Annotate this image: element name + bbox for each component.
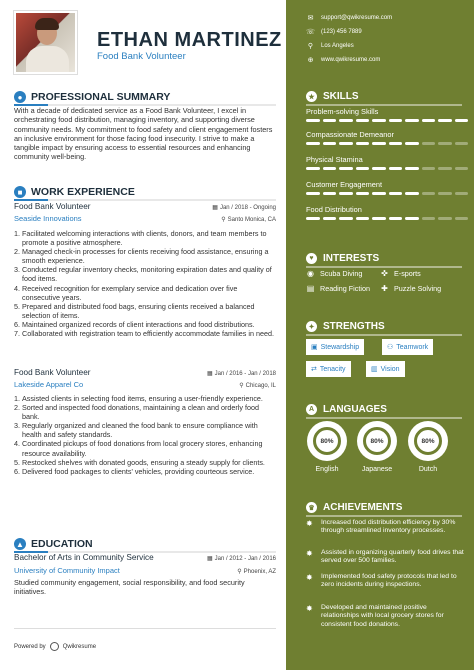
- job-title: Food Bank Volunteer: [14, 202, 91, 211]
- language-gauge: [408, 421, 448, 461]
- education-location-text: Phoenix, AZ: [243, 569, 276, 575]
- education-dates-text: Jan / 2012 - Jan / 2016: [214, 556, 276, 562]
- strength-tag: [382, 339, 433, 355]
- list-item: 5. Prepared and distributed food bags, ensuring clients received a balanced selection of items.: [14, 301, 255, 320]
- contact-email-text: support@qwikresume.com: [321, 15, 393, 21]
- skill-level-segment: [405, 217, 419, 220]
- list-item: 3. Regularly organized and cleaned the food bank to ensure compliance with health and safety standards.: [14, 421, 258, 440]
- strength-label: Tenacity: [319, 365, 346, 373]
- strengths-title: STRENGTHS: [323, 321, 385, 332]
- teamwork-icon: ⚇: [387, 344, 394, 351]
- location-pin-icon: ⚲: [307, 43, 314, 50]
- interest-item: [380, 284, 441, 293]
- skill-level-segment: [372, 217, 386, 220]
- location-pin-icon: ⚲: [221, 217, 226, 223]
- job-responsibilities: [14, 229, 276, 338]
- skill-name: Customer Engagement: [306, 180, 382, 189]
- location-pin-icon: ⚲: [239, 383, 244, 389]
- calendar-icon: ▦: [206, 371, 213, 377]
- globe-icon: ⊕: [307, 57, 314, 64]
- list-item: 3. Conducted regular inventory checks, monitoring expiration dates and quality of food items.: [14, 265, 272, 284]
- skill-level-segment: [339, 217, 353, 220]
- skill-level-segment: [372, 192, 386, 195]
- skill-level-segment: [405, 167, 419, 170]
- skill-level-segment: [356, 192, 370, 195]
- languages-icon: A: [306, 404, 317, 415]
- education-dates: [207, 555, 276, 562]
- skill-level-segment: [405, 192, 419, 195]
- tenacity-icon: ⇄: [311, 366, 317, 373]
- skill-level-segment: [455, 119, 469, 122]
- vision-icon: ▥: [371, 366, 378, 373]
- language-item: [307, 421, 347, 473]
- puzzle-icon: ✚: [381, 284, 388, 293]
- job-dates-text: Jan / 2018 - Ongoing: [219, 205, 276, 211]
- book-icon: ▤: [306, 284, 315, 293]
- briefcase-icon: ■: [14, 186, 26, 198]
- list-number: 6.: [14, 319, 20, 329]
- contact-website[interactable]: [306, 56, 380, 64]
- achievement-text: Assisted in organizing quarterly food drives that served over 500 families.: [321, 549, 464, 565]
- section-divider: [306, 266, 462, 268]
- skill-level-bar: [306, 119, 468, 122]
- job-dates-text: Jan / 2016 - Jan / 2018: [214, 371, 276, 377]
- contact-location: [306, 42, 354, 50]
- calendar-icon: ▦: [206, 556, 213, 562]
- list-number: 2.: [14, 403, 20, 413]
- skill-level-segment: [422, 217, 436, 220]
- candidate-name: ETHAN MARTINEZ: [97, 29, 282, 51]
- contact-phone-text: (123) 456 7889: [321, 29, 362, 35]
- skills-heading: [306, 91, 359, 102]
- phone-icon: ☏: [306, 29, 315, 36]
- skill-level-segment: [323, 217, 337, 220]
- skill-level-segment: [405, 119, 419, 122]
- education-heading: [14, 538, 93, 550]
- strength-label: Vision: [380, 365, 400, 373]
- list-item: 5. Restocked shelves with donated goods, ensuring a steady supply for clients.: [14, 457, 265, 467]
- list-number: 3.: [14, 421, 20, 431]
- star-icon: ✸: [306, 549, 313, 558]
- skill-level-segment: [389, 167, 403, 170]
- contact-phone: [306, 28, 362, 36]
- section-divider: [306, 334, 462, 336]
- achievement-text: Increased food distribution efficiency by 30% through streamlined inventory processes.: [321, 519, 456, 535]
- skill-level-segment: [356, 119, 370, 122]
- achievement-item: [306, 519, 466, 536]
- contact-email[interactable]: [306, 14, 392, 22]
- job-org: Lakeside Apparel Co: [14, 380, 84, 389]
- brand-name: Qwikresume: [62, 643, 97, 650]
- skill-level-segment: [323, 192, 337, 195]
- skill-level-segment: [455, 217, 469, 220]
- job-location-text: Chicago, IL: [245, 383, 276, 389]
- language-name: English: [315, 466, 339, 473]
- strength-tag: [306, 361, 351, 377]
- achievement-item: [306, 604, 466, 629]
- strength-label: Stewardship: [320, 343, 360, 351]
- list-item: 1. Assisted clients in selecting food items, ensuring a user-friendly experience.: [14, 394, 263, 403]
- skill-level-segment: [339, 119, 353, 122]
- list-item: 2. Managed check-in processes for clients receiving food assistance, ensuring a smooth experience.: [14, 247, 269, 266]
- interests-heading: [306, 253, 379, 264]
- envelope-icon: ✉: [307, 15, 314, 22]
- candidate-role: Food Bank Volunteer: [97, 51, 186, 62]
- skill-level-bar: [306, 167, 468, 170]
- gamepad-icon: ✜: [381, 269, 388, 278]
- graduation-cap-icon: ▲: [14, 538, 26, 550]
- language-name: Japanese: [361, 466, 393, 473]
- skill-level-segment: [306, 217, 320, 220]
- interest-item: [380, 269, 421, 278]
- skill-level-segment: [372, 142, 386, 145]
- skill-level-segment: [306, 119, 320, 122]
- achievement-text: Developed and maintained positive relationships with local grocery stores for consistent food donations.: [321, 604, 444, 628]
- list-item: 4. Coordinated pickups of food donations from local grocery stores, enhancing resource availability.: [14, 439, 263, 458]
- language-percent: 80%: [313, 427, 341, 455]
- skill-level-segment: [323, 142, 337, 145]
- experience-heading: [14, 186, 135, 198]
- language-name: Dutch: [418, 466, 438, 473]
- skill-level-segment: [438, 119, 452, 122]
- skill-level-segment: [438, 142, 452, 145]
- skill-level-segment: [455, 167, 469, 170]
- skill-level-bar: [306, 142, 468, 145]
- location-pin-icon: ⚲: [237, 569, 242, 575]
- skill-level-segment: [356, 167, 370, 170]
- skill-level-segment: [438, 192, 452, 195]
- skill-level-segment: [306, 142, 320, 145]
- achievement-item: [306, 573, 466, 590]
- interest-label: Puzzle Solving: [394, 284, 442, 293]
- list-item: 1. Facilitated welcoming interactions with clients, donors, and team members to promote a positive atmosphere.: [14, 229, 267, 248]
- job-dates: [207, 370, 276, 377]
- language-item: [408, 421, 448, 473]
- skill-level-segment: [306, 167, 320, 170]
- skill-level-segment: [372, 167, 386, 170]
- list-number: 7.: [14, 329, 20, 339]
- list-number: 4.: [14, 283, 20, 293]
- skill-name: Physical Stamina: [306, 155, 363, 164]
- education-location: [237, 568, 276, 575]
- skill-level-segment: [422, 167, 436, 170]
- education-text: Studied community engagement, social responsibility, and food security initiatives.: [14, 578, 245, 597]
- qwikresume-logo-icon: [50, 642, 59, 651]
- skill-level-segment: [389, 217, 403, 220]
- list-item: 7. Collaborated with registration team to efficiently accommodate families in need.: [14, 329, 274, 339]
- section-divider: [306, 417, 462, 419]
- interest-item: [306, 269, 362, 278]
- job-location: [239, 382, 276, 389]
- section-divider: [306, 104, 462, 106]
- skill-level-segment: [372, 119, 386, 122]
- skill-level-segment: [422, 142, 436, 145]
- strength-label: Teamwork: [396, 343, 429, 351]
- stewardship-icon: ▣: [311, 344, 318, 351]
- section-divider: [14, 199, 276, 201]
- summary-text: With a decade of dedicated service as a Food Bank Volunteer, I excel in orchestrating food distribution, managing inventory, and supporting diverse community needs. My commitment to food safety and client engagement fosters an inclusive environment for those facing food insecurity. I strive to make a tangible impact by ensuring access to essential resources and enhancing community well-being.: [14, 106, 273, 162]
- list-item: 4. Received recognition for exemplary service and dedication over five consecutive years.: [14, 283, 238, 302]
- language-item: [357, 421, 397, 473]
- education-title: EDUCATION: [31, 538, 93, 550]
- person-icon: ●: [14, 91, 26, 103]
- list-number: 4.: [14, 439, 20, 449]
- list-number: 3.: [14, 265, 20, 275]
- skill-level-segment: [389, 192, 403, 195]
- language-gauge: [357, 421, 397, 461]
- job-title: Food Bank Volunteer: [14, 368, 91, 377]
- contact-website-text: www.qwikresume.com: [321, 57, 381, 63]
- skill-level-segment: [306, 192, 320, 195]
- job-location-text: Santo Monica, CA: [227, 217, 276, 223]
- list-number: 5.: [14, 457, 20, 467]
- list-item: 2. Sorted and inspected food donations, maintaining a clean and orderly food bank.: [14, 403, 259, 422]
- powered-by: [14, 642, 96, 651]
- list-item: 6. Maintained organized records of client interactions and food distributions.: [14, 319, 255, 329]
- calendar-icon: ▦: [212, 205, 218, 211]
- interest-label: Reading Fiction: [320, 284, 370, 293]
- skill-level-segment: [323, 119, 337, 122]
- interests-icon: ♥: [306, 253, 317, 264]
- achievement-text: Implemented food safety protocols that led to zero incidents during inspections.: [321, 573, 457, 589]
- language-percent: 80%: [414, 427, 442, 455]
- skill-level-segment: [455, 192, 469, 195]
- profile-photo: [14, 11, 77, 74]
- interest-label: Scuba Diving: [320, 269, 363, 278]
- interest-item: [306, 284, 370, 293]
- trophy-icon: ♛: [306, 502, 317, 513]
- section-divider: [306, 515, 462, 517]
- skill-level-segment: [339, 192, 353, 195]
- strength-tag: [306, 339, 364, 355]
- skill-level-segment: [405, 142, 419, 145]
- interests-title: INTERESTS: [323, 253, 380, 264]
- achievements-title: ACHIEVEMENTS: [323, 502, 403, 513]
- job-dates: [212, 204, 276, 211]
- language-gauge: [307, 421, 347, 461]
- list-number: 1.: [14, 229, 20, 238]
- skill-level-bar: [306, 217, 468, 220]
- skill-level-segment: [455, 142, 469, 145]
- skill-level-segment: [389, 119, 403, 122]
- skills-title: SKILLS: [323, 91, 359, 102]
- skill-level-segment: [323, 167, 337, 170]
- sidebar: [286, 0, 474, 670]
- skill-level-segment: [339, 142, 353, 145]
- skill-level-segment: [422, 119, 436, 122]
- job-org: Seaside Innovations: [14, 214, 82, 223]
- summary-title: PROFESSIONAL SUMMARY: [31, 91, 171, 103]
- list-number: 2.: [14, 247, 20, 257]
- list-number: 5.: [14, 301, 20, 311]
- language-percent: 80%: [363, 427, 391, 455]
- summary-heading: [14, 91, 170, 103]
- footer-divider: [14, 628, 276, 629]
- star-icon: ✸: [306, 519, 313, 528]
- skill-name: Problem-solving Skills: [306, 107, 379, 116]
- skill-level-segment: [422, 192, 436, 195]
- school-name: University of Community Impact: [14, 566, 120, 575]
- job-location: [221, 216, 276, 223]
- strengths-icon: ✦: [306, 321, 317, 332]
- powered-label: Powered by: [14, 643, 46, 650]
- skill-level-segment: [356, 142, 370, 145]
- achievement-item: [306, 549, 466, 566]
- achievements-heading: [306, 502, 402, 513]
- languages-title: LANGUAGES: [323, 404, 387, 415]
- list-number: 6.: [14, 466, 20, 476]
- list-number: 1.: [14, 394, 20, 403]
- skill-level-segment: [339, 167, 353, 170]
- experience-title: WORK EXPERIENCE: [31, 186, 135, 198]
- job-responsibilities: [14, 394, 276, 476]
- star-icon: ✸: [306, 604, 313, 613]
- skill-name: Compassionate Demeanor: [306, 130, 394, 139]
- skill-level-bar: [306, 192, 468, 195]
- contact-location-text: Los Angeles: [321, 43, 354, 49]
- strength-tag: [366, 361, 405, 377]
- list-item: 6. Delivered food packages to clients' vehicles, providing courteous service.: [14, 466, 255, 476]
- skill-level-segment: [438, 167, 452, 170]
- interest-label: E-sports: [394, 269, 421, 278]
- degree-title: Bachelor of Arts in Community Service: [14, 553, 154, 562]
- scuba-icon: ◉: [307, 269, 314, 278]
- skills-icon: ★: [306, 91, 317, 102]
- strengths-heading: [306, 321, 385, 332]
- star-icon: ✸: [306, 573, 313, 582]
- skill-level-segment: [356, 217, 370, 220]
- skill-level-segment: [389, 142, 403, 145]
- skill-name: Food Distribution: [306, 205, 362, 214]
- skill-level-segment: [438, 217, 452, 220]
- languages-heading: [306, 404, 387, 415]
